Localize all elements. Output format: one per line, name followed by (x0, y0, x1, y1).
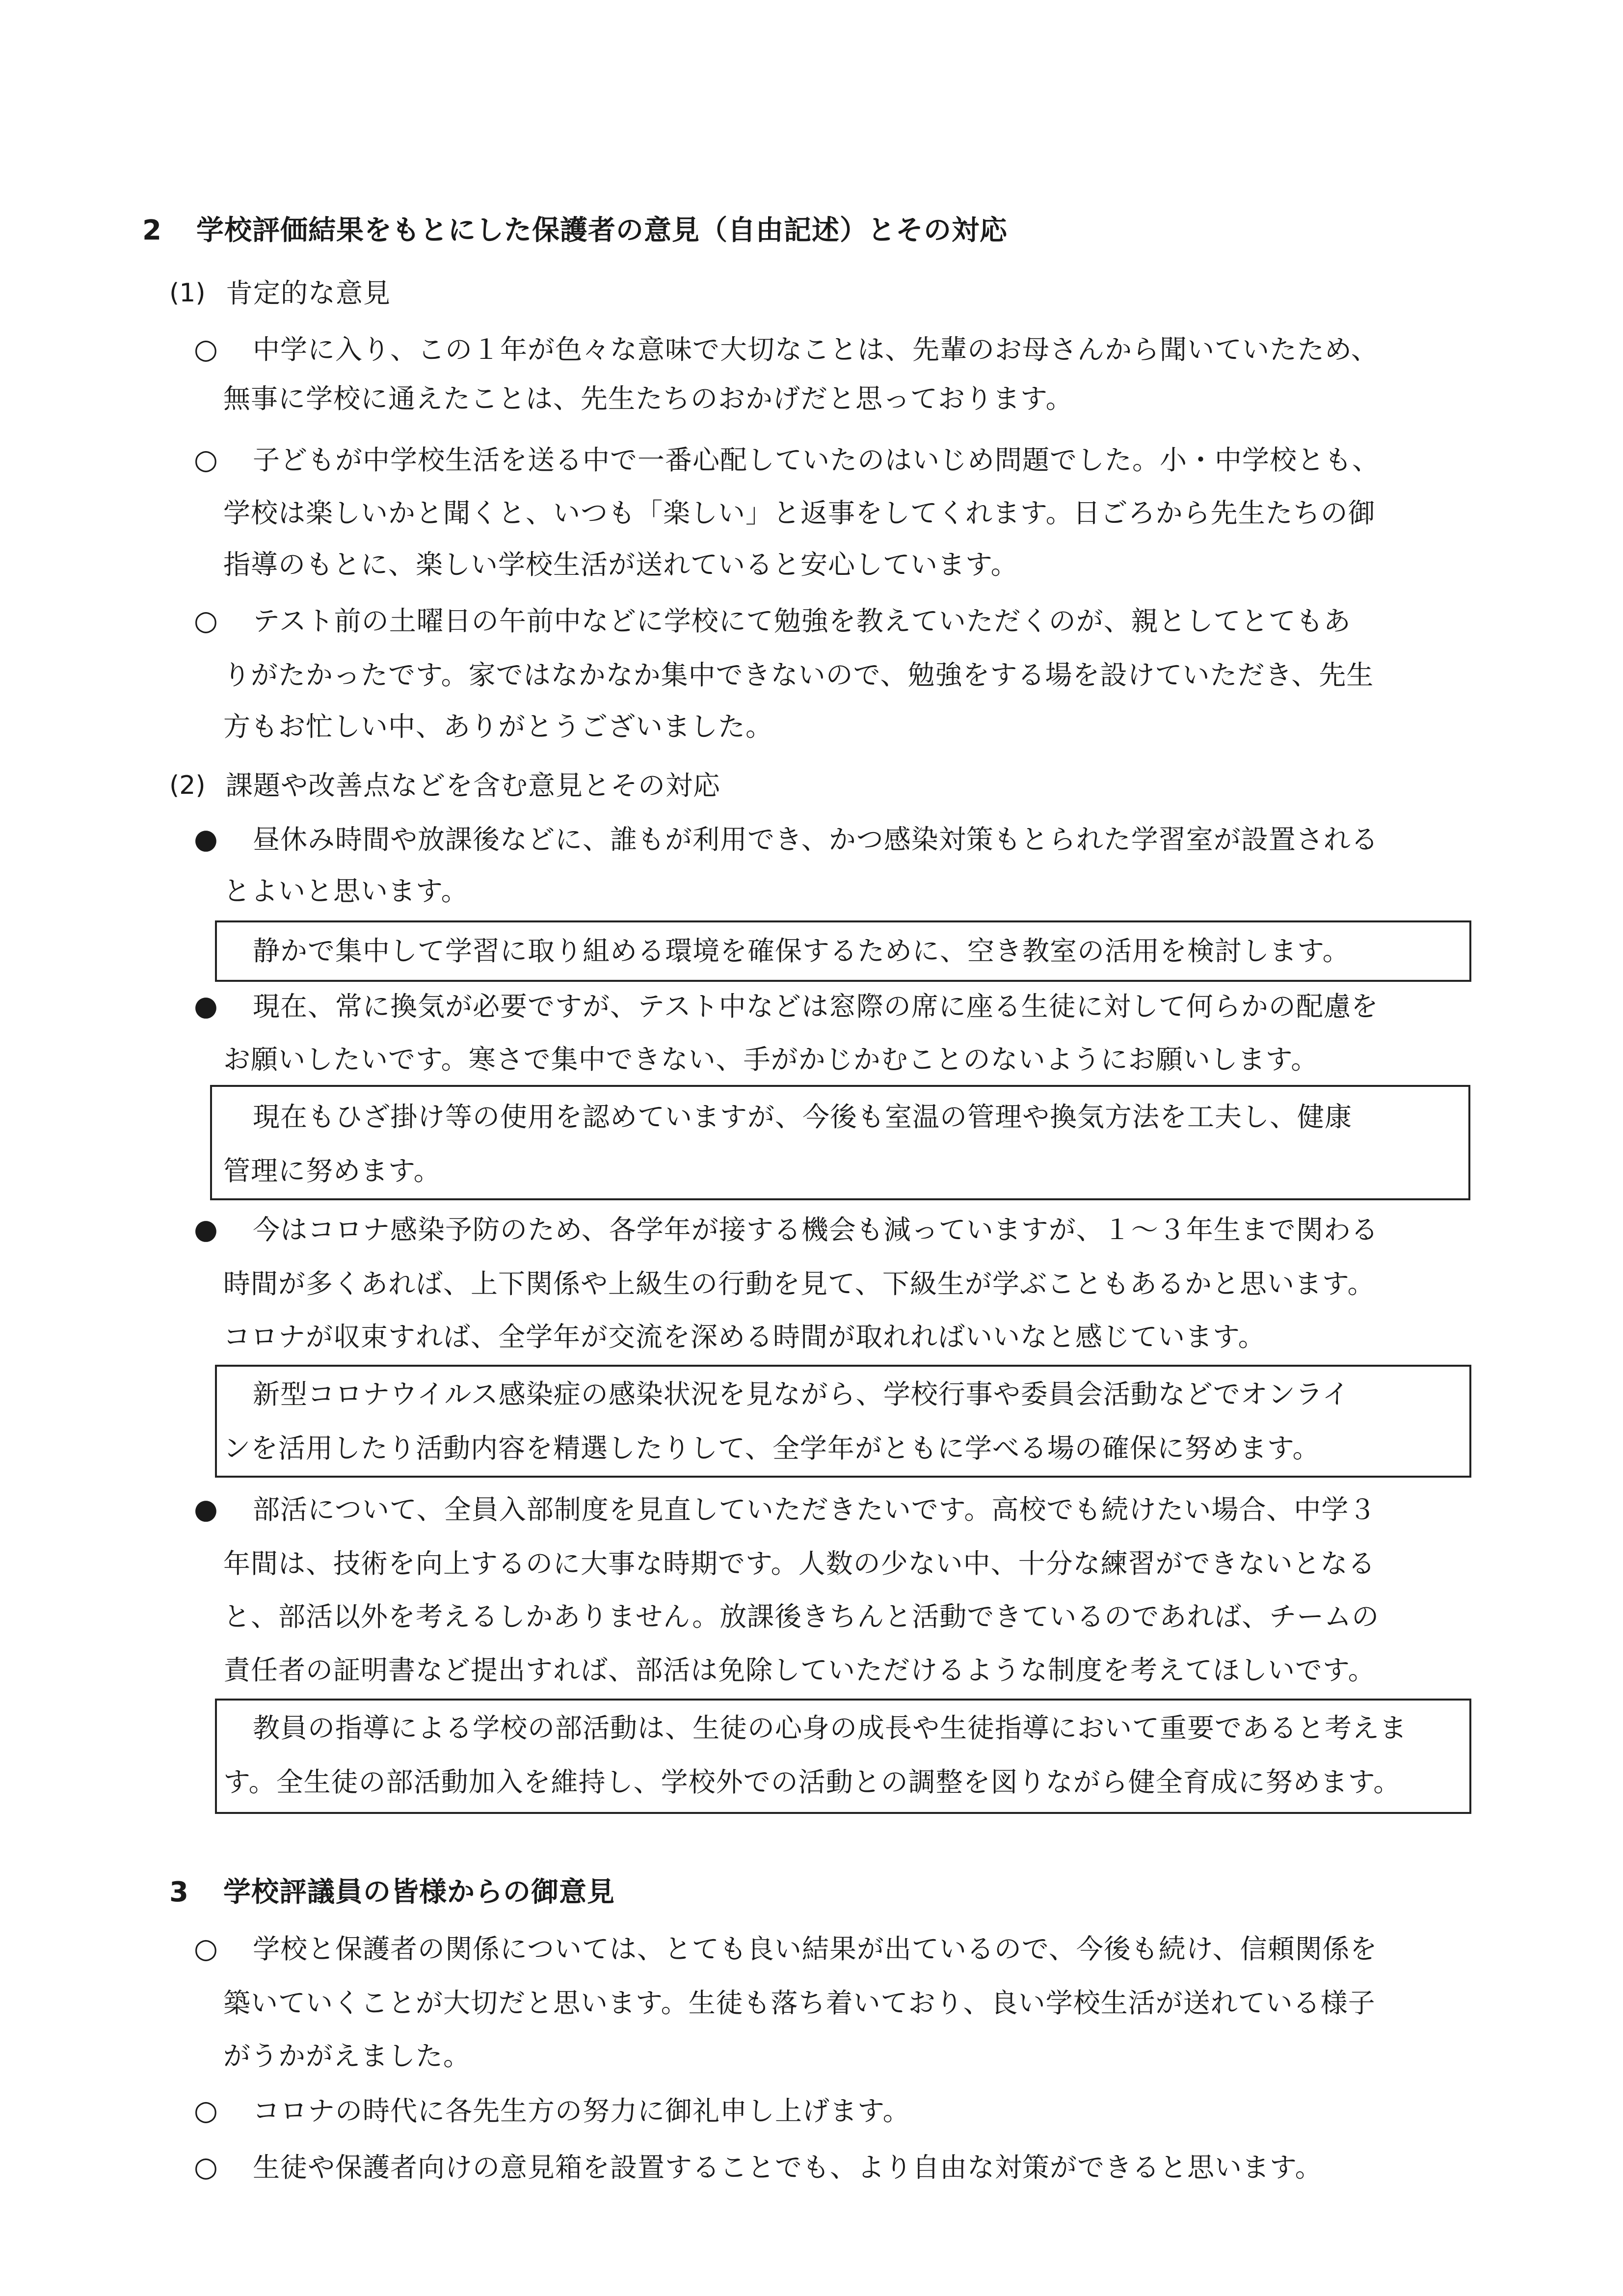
response-line: 現在もひざ掛け等の使用を認めていますが、今後も室温の管理や換気方法を工夫し、健康 (253, 1101, 1353, 1133)
section-2-title: 学校評価結果をもとにした保護者の意見（自由記述）とその対応 (196, 215, 1008, 246)
response-line: す。全生徒の部活動加入を維持し、学校外での活動との調整を図りながら健全育成に努めます。 (223, 1766, 1401, 1798)
opinion-line: コロナの時代に各先生方の努力に御礼申し上げます。 (253, 2095, 910, 2127)
opinion-line: 学校は楽しいかと聞くと、いつも「楽しい」と返事をしてくれます。日ごろから先生たちの御 (223, 497, 1376, 529)
opinion-line: 現在、常に換気が必要ですが、テスト中などは窓際の席に座る生徒に対して何らかの配慮を (253, 991, 1379, 1022)
circle-bullet: ○ (194, 2151, 218, 2183)
opinion-line: と、部活以外を考えるしかありません。放課後きちんと活動できているのであれば、チームの (223, 1601, 1380, 1632)
subsection-2-title: 課題や改善点などを含む意見とその対応 (226, 770, 721, 801)
opinion-line: 生徒や保護者向けの意見箱を設置することでも、より自由な対策ができると思います。 (253, 2152, 1323, 2183)
opinion-line: 部活について、全員入部制度を見直していただきたいです。高校でも続けたい場合、中学３ (253, 1494, 1377, 1525)
section-3-number: 3 (169, 1876, 189, 1908)
circle-bullet: ○ (194, 333, 218, 365)
opinion-line: 今はコロナ感染予防のため、各学年が接する機会も減っていますが、１～３年生まで関わる (253, 1214, 1379, 1245)
response-line: 教員の指導による学校の部活動は、生徒の心身の成長や生徒指導において重要であると考えま (253, 1712, 1408, 1744)
section-3-title: 学校評議員の皆様からの御意見 (223, 1876, 615, 1908)
section-2-number: 2 (142, 215, 162, 246)
opinion-line: 学校と保護者の関係については、とても良い結果が出ているので、今後も続け、信頼関係を (253, 1933, 1378, 1965)
opinion-line: 責任者の証明書など提出すれば、部活は免除していただけるような制度を考えてほしいです。 (223, 1654, 1376, 1686)
filled-circle-bullet: ● (194, 823, 218, 855)
opinion-line: 子どもが中学校生活を送る中で一番心配していたのはいじめ問題でした。小・中学校とも、 (253, 444, 1380, 476)
opinion-line: お願いしたいです。寒さで集中できない、手がかじかむことのないようにお願いします。 (223, 1044, 1319, 1075)
opinion-line: テスト前の土曜日の午前中などに学校にて勉強を教えていただくのが、親としてとてもあ (253, 605, 1351, 637)
opinion-line: 昼休み時間や放課後などに、誰もが利用でき、かつ感染対策もとられた学習室が設置される (253, 824, 1379, 855)
opinion-line: 無事に学校に通えたことは、先生たちのおかげだと思っております。 (223, 383, 1073, 414)
subsection-2-label: (2) (169, 771, 206, 800)
circle-bullet: ○ (194, 605, 218, 637)
response-line: 新型コロナウイルス感染症の感染状況を見ながら、学校行事や委員会活動などでオンライ (253, 1378, 1350, 1410)
circle-bullet: ○ (194, 444, 218, 476)
filled-circle-bullet: ● (194, 1214, 218, 1245)
response-line: ンを活用したり活動内容を精選したりして、全学年がともに学べる場の確保に努めます。 (223, 1432, 1320, 1464)
subsection-1-title: 肯定的な意見 (226, 277, 391, 309)
response-line: 管理に努めます。 (223, 1155, 441, 1187)
opinion-line: 時間が多くあれば、上下関係や上級生の行動を見て、下級生が学ぶこともあるかと思います。 (223, 1268, 1375, 1299)
opinion-line: とよいと思います。 (223, 875, 469, 907)
circle-bullet: ○ (194, 2095, 218, 2127)
opinion-line: がうかがえました。 (223, 2040, 471, 2072)
opinion-line: りがたかったです。家ではなかなか集中できないので、勉強をする場を設けていただき、先生 (223, 659, 1374, 691)
opinion-line: 年間は、技術を向上するのに大事な時期です。人数の少ない中、十分な練習ができないとなる (223, 1548, 1376, 1579)
opinion-line: 方もお忙しい中、ありがとうございました。 (223, 711, 773, 742)
opinion-line: コロナが収束すれば、全学年が交流を深める時間が取れればいいなと感じています。 (223, 1321, 1266, 1352)
opinion-line: 中学に入り、この１年が色々な意味で大切なことは、先輩のお母さんから聞いていたため、 (253, 334, 1379, 365)
filled-circle-bullet: ● (194, 990, 218, 1022)
circle-bullet: ○ (194, 1933, 218, 1965)
subsection-1-label: (1) (169, 278, 206, 308)
response-line: 静かで集中して学習に取り組める環境を確保するために、空き教室の活用を検討します。 (253, 935, 1350, 967)
filled-circle-bullet: ● (194, 1493, 218, 1525)
opinion-line: 築いていくことが大切だと思います。生徒も落ち着いており、良い学校生活が送れている様子 (223, 1987, 1376, 2019)
opinion-line: 指導のもとに、楽しい学校生活が送れていると安心しています。 (223, 549, 1018, 580)
